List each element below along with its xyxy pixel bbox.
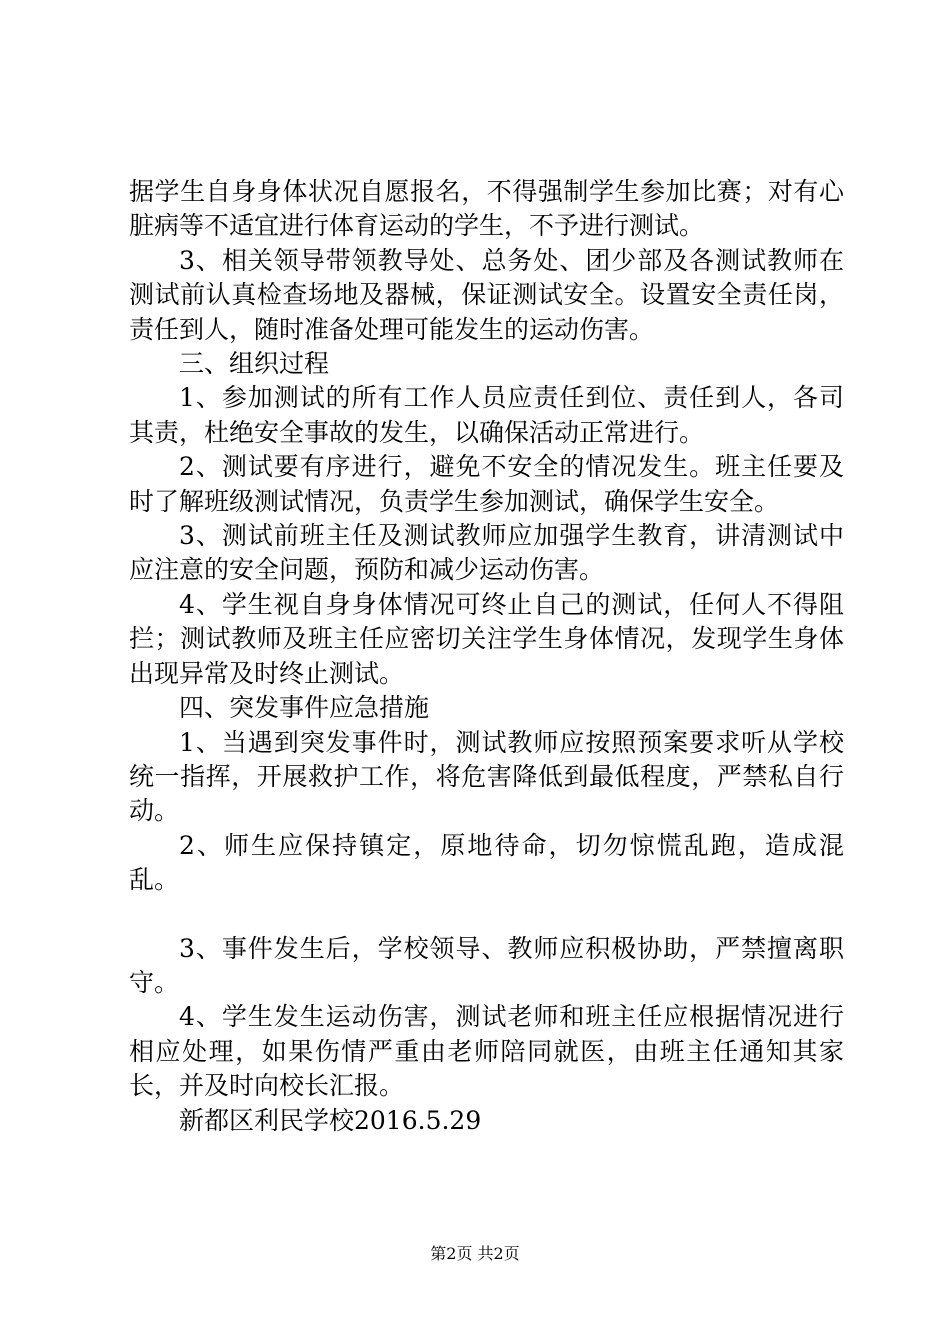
paragraph-7: 4、学生视自身身体情况可终止自己的测试，任何人不得阻拦；测试教师及班主任应密切关注学生身体情况，发现学生身体出现异常及时终止测试。 <box>129 589 844 688</box>
paragraph-6: 3、测试前班主任及测试教师应加强学生教育，讲清测试中应注意的安全问题，预防和减少运动伤害。 <box>129 521 844 585</box>
paragraph-9: 1、当遇到突发事件时，测试教师应按照预案要求听从学校统一指挥，开展救护工作，将危害降低到最低程度，严禁私自行动。 <box>129 727 844 826</box>
paragraph-12: 4、学生发生运动伤害，测试老师和班主任应根据情况进行相应处理，如果伤情严重由老师陪同就医，由班主任通知其家长，并及时向校长汇报。 <box>129 1002 844 1101</box>
section-heading-3: 三、组织过程 <box>179 349 330 379</box>
paragraph-5: 2、测试要有序进行，避免不安全的情况发生。班主任要及时了解班级测试情况，负责学生参加测试，确保学生安全。 <box>129 452 844 516</box>
paragraph-10: 2、师生应保持镇定，原地待命，切勿惊慌乱跑，造成混乱。 <box>129 830 844 895</box>
document-body <box>129 175 844 1138</box>
paragraph-2: 3、相关领导带领教导处、总务处、团少部及各测试教师在测试前认真检查场地及器械，保证测试安全。设置安全责任岗，责任到人，随时准备处理可能发生的运动伤害。 <box>129 245 844 344</box>
page-footer <box>0 1244 950 1264</box>
page-number-label: 第2页 共2页 <box>430 1244 520 1263</box>
paragraph-1: 据学生自身身体状况自愿报名，不得强制学生参加比赛；对有心脏病等不适宜进行体育运动的学生，不予进行测试。 <box>129 177 844 241</box>
paragraph-4: 1、参加测试的所有工作人员应责任到位、责任到人，各司其责，杜绝安全事故的发生，以确保活动正常进行。 <box>129 383 844 447</box>
section-heading-4: 四、突发事件应急措施 <box>179 693 430 723</box>
paragraph-11: 3、事件发生后，学校领导、教师应积极协助，严禁擅离职守。 <box>129 933 844 997</box>
signature-date: 新都区利民学校2016.5.29 <box>179 1105 482 1135</box>
